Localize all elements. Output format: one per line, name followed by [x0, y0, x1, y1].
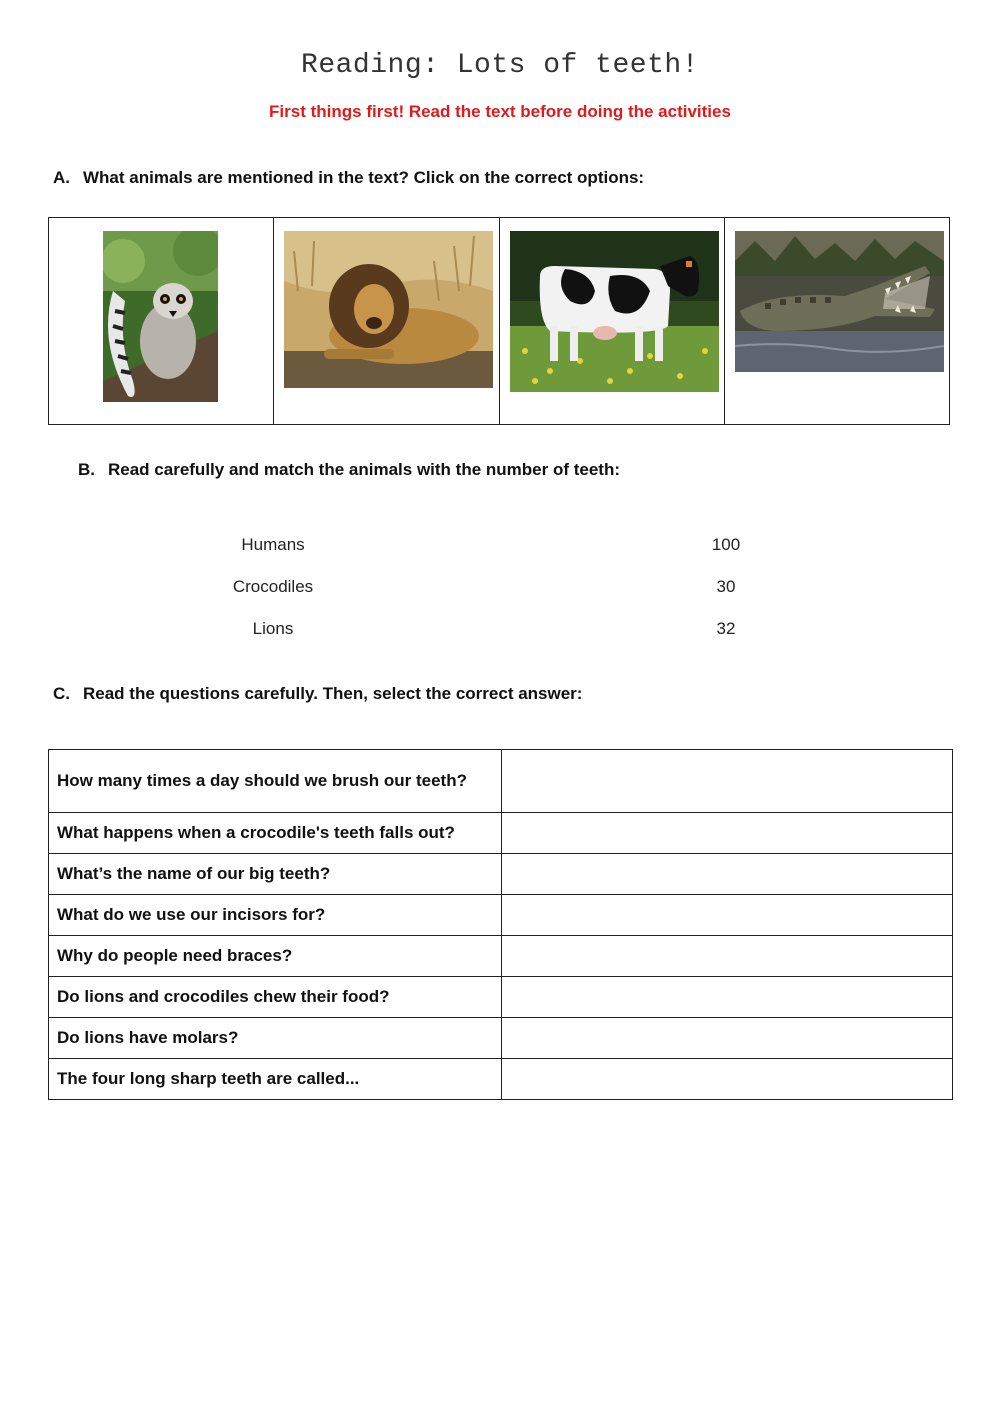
table-row: [49, 977, 953, 1018]
section-b-letter: B.: [78, 460, 95, 479]
question-text: How many times a day should we brush our teeth?: [49, 750, 502, 813]
match-right-item[interactable]: 100: [711, 535, 741, 554]
animal-option-crocodile[interactable]: [725, 218, 949, 424]
animal-option-cow[interactable]: [500, 218, 725, 424]
subtitle-instruction: First things first! Read the text before doing the activities: [269, 102, 731, 121]
page-title: Reading: Lots of teeth!: [301, 50, 699, 81]
answer-field[interactable]: [502, 750, 953, 813]
crocodile-photo: [735, 231, 944, 372]
lion-photo: [284, 231, 493, 388]
table-row: [49, 936, 953, 977]
question-text: Why do people need braces?: [49, 936, 502, 977]
question-text: Do lions have molars?: [49, 1018, 502, 1059]
match-right-item[interactable]: 30: [716, 577, 736, 596]
table-row: [49, 813, 953, 854]
match-right-item[interactable]: 32: [716, 619, 736, 638]
match-left-item[interactable]: Lions: [252, 619, 294, 638]
answer-field[interactable]: [502, 936, 953, 977]
answer-field[interactable]: [502, 813, 953, 854]
animal-option-lemur[interactable]: [49, 218, 274, 424]
table-row: [49, 1059, 953, 1100]
answer-field[interactable]: [502, 895, 953, 936]
table-row: [49, 895, 953, 936]
question-text: Do lions and crocodiles chew their food?: [49, 977, 502, 1018]
answer-field[interactable]: [502, 977, 953, 1018]
animal-options-table: [48, 217, 950, 425]
question-text: What do we use our incisors for?: [49, 895, 502, 936]
question-text: The four long sharp teeth are called...: [49, 1059, 502, 1100]
answer-field[interactable]: [502, 1059, 953, 1100]
section-c-letter: C.: [53, 684, 70, 703]
match-left-item[interactable]: Crocodiles: [232, 577, 314, 596]
table-row: [49, 1018, 953, 1059]
table-row: [49, 750, 953, 813]
cow-photo: [510, 231, 719, 392]
answer-field[interactable]: [502, 854, 953, 895]
table-row: [49, 854, 953, 895]
section-a-heading: [53, 168, 644, 188]
animal-option-lion[interactable]: [274, 218, 499, 424]
section-c-heading: [53, 684, 582, 704]
section-b-heading: [78, 460, 620, 480]
lemur-photo: [103, 231, 218, 402]
question-text: What happens when a crocodile's teeth falls out?: [49, 813, 502, 854]
section-b-instruction: Read carefully and match the animals with the number of teeth:: [108, 460, 620, 479]
answer-field[interactable]: [502, 1018, 953, 1059]
questions-table: [48, 749, 953, 1100]
section-c-instruction: Read the questions carefully. Then, select the correct answer:: [83, 684, 583, 703]
match-left-item[interactable]: Humans: [241, 535, 305, 554]
section-a-letter: A.: [53, 168, 70, 187]
section-a-instruction: What animals are mentioned in the text? Click on the correct options:: [83, 168, 645, 187]
question-text: What’s the name of our big teeth?: [49, 854, 502, 895]
